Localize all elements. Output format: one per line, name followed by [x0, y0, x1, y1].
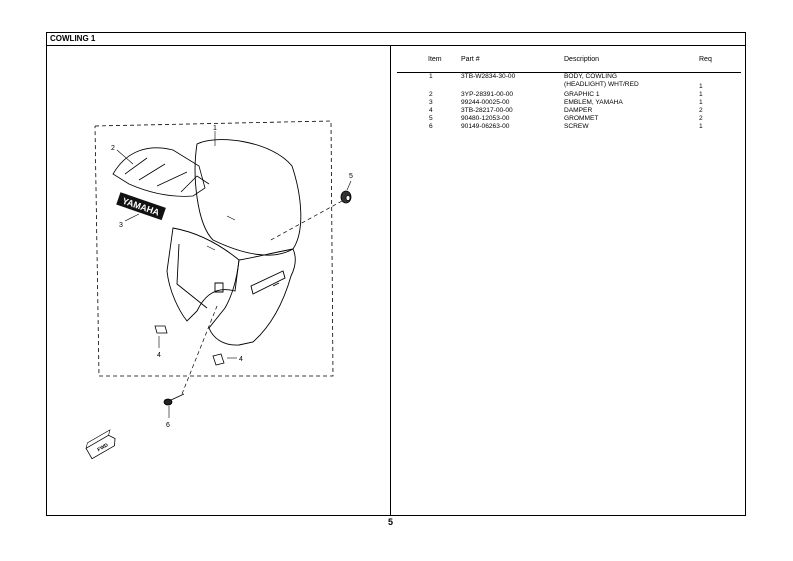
row-3-desc: EMBLEM, YAMAHA	[564, 99, 623, 106]
row-5-item: 5	[429, 115, 433, 122]
callout-1: 1	[213, 125, 217, 132]
cowling-body	[167, 140, 301, 345]
exploded-diagram	[47, 46, 390, 516]
col-header-part: Part #	[461, 56, 480, 63]
row-2-req: 1	[699, 91, 703, 98]
assembly-boundary	[95, 121, 333, 376]
row-2-desc: GRAPHIC 1	[564, 91, 600, 98]
row-1-part: 3TB-W2834-30-00	[461, 73, 516, 80]
row-2-item: 2	[429, 91, 433, 98]
row-1-item: 1	[429, 73, 433, 80]
screw-leader	[182, 306, 217, 394]
row-1-desc-line1: BODY, COWLING	[564, 73, 618, 80]
callout-2: 2	[111, 145, 115, 152]
damper-right-part	[213, 354, 224, 365]
callout-6: 6	[166, 422, 170, 429]
front-direction-marker	[84, 430, 118, 459]
parts-list	[391, 46, 745, 515]
row-2-part: 3YP-28391-00-00	[461, 91, 514, 98]
grommet-part	[341, 191, 351, 203]
row-5-req: 2	[699, 115, 703, 122]
section-title: COWLING 1	[47, 33, 745, 46]
callout-5: 5	[349, 173, 353, 180]
row-6-desc: SCREW	[564, 123, 589, 130]
row-5-desc: GROMMET	[564, 115, 599, 122]
parts-page-frame	[46, 32, 746, 516]
callout-3: 3	[119, 222, 123, 229]
front-marker-text: FWD	[96, 442, 110, 454]
row-3-item: 3	[429, 99, 433, 106]
row-3-req: 1	[699, 99, 703, 106]
row-6-req: 1	[699, 123, 703, 130]
row-3-part: 99244-00025-00	[461, 99, 510, 106]
col-header-item: Item	[428, 56, 442, 63]
damper-left-part	[155, 326, 167, 333]
col-header-req: Req	[699, 56, 712, 63]
callout-4-right: 4	[239, 356, 243, 363]
callout-4-left: 4	[157, 352, 161, 359]
screw-part	[164, 394, 184, 405]
page-number: 5	[388, 517, 394, 527]
row-1-req: 1	[699, 83, 703, 90]
emblem-text: YAMAHA	[120, 195, 161, 218]
row-1-desc-line2: (HEADLIGHT) WHT/RED	[564, 81, 639, 88]
row-4-desc: DAMPER	[564, 107, 593, 114]
grommet-leader	[269, 201, 342, 241]
yamaha-emblem	[116, 192, 166, 220]
row-4-req: 2	[699, 107, 703, 114]
row-4-item: 4	[429, 107, 433, 114]
row-5-part: 90480-12053-00	[461, 115, 510, 122]
row-6-part: 90149-06263-00	[461, 123, 510, 130]
row-4-part: 3TB-28217-00-00	[461, 107, 513, 114]
row-6-item: 6	[429, 123, 433, 130]
col-header-description: Description	[564, 56, 600, 63]
